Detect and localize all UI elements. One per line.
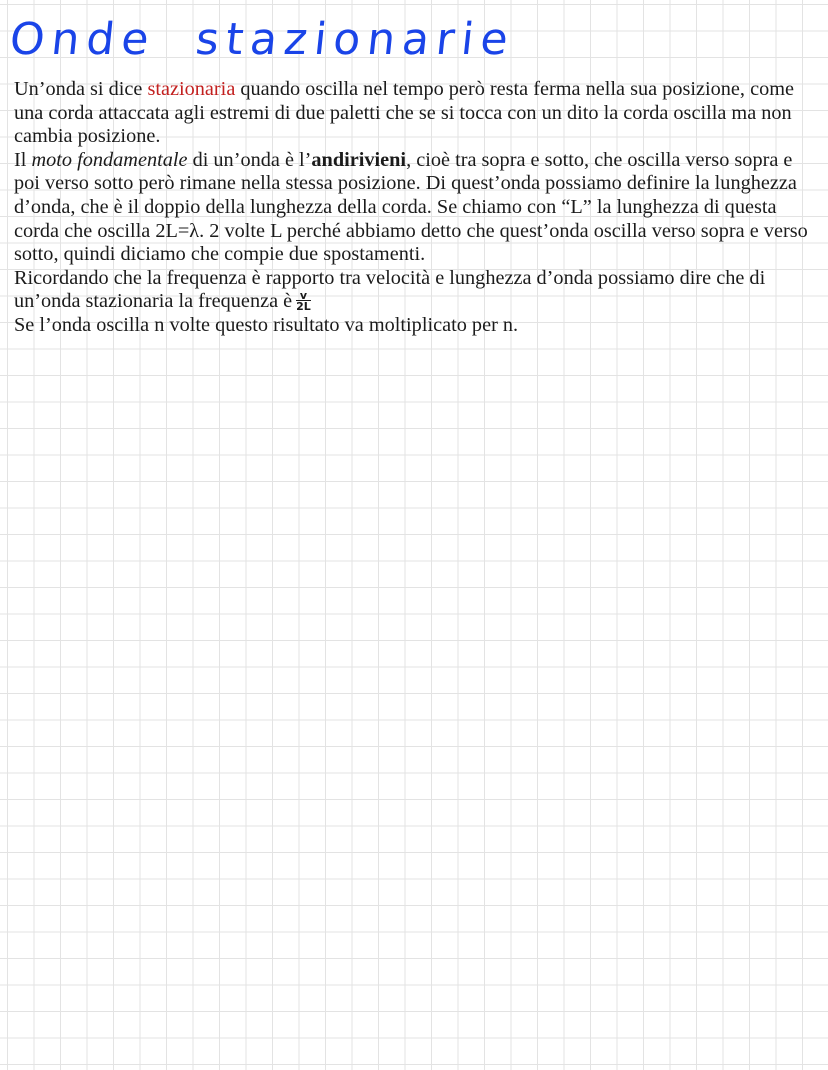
paragraph-frequenza [14,267,822,314]
p3-text: Ricordando che la frequenza è rapporto tra velocità e lunghezza d’onda possiamo dire che di un’onda stazionaria la frequenza è [14,266,766,313]
note-body [14,78,822,338]
p2-text-after: , cioè tra sopra e sotto, che oscilla verso sopra e poi verso sotto però rimane nella stessa posizione. Di quest’onda possiamo definire la lunghezza d’onda, che è il doppio della lunghezza della corda. Se chiamo con “L” la lunghezza di questa corda che oscilla 2L=λ. 2 volte L perché abbiamo detto che quest’onda oscilla verso sopra e verso sotto, quindi diciamo che compie due spostamenti. [14,148,808,266]
p4-text: Se l’onda oscilla n volte questo risultato va moltiplicato per n. [14,313,519,336]
formula-numerator: v [299,289,308,303]
frequency-formula [296,289,311,314]
p1-text-after: quando oscilla nel tempo però resta ferma nella sua posizione, come una corda attaccata agli estremi di due paletti che se si tocca con un dito la corda oscilla ma non cambia posizione. [14,78,794,148]
p2-text-before: Il [14,148,32,171]
p2-text-middle: di un’onda è l’ [187,148,312,171]
p1-text-before: Un’onda si dice [14,78,148,100]
paragraph-definition [14,78,822,149]
title-word-1: Onde [7,14,159,65]
paragraph-n-volte [14,314,822,338]
page-title [7,14,517,66]
title-word-2: stazionarie [192,14,517,65]
bold-andirivieni: andirivieni [311,148,407,171]
highlight-stazionaria: stazionaria [147,78,236,100]
paragraph-moto-fondamentale [14,149,822,267]
formula-denominator: 2L [296,300,311,314]
italic-moto-fondamentale: moto fondamentale [31,148,188,171]
